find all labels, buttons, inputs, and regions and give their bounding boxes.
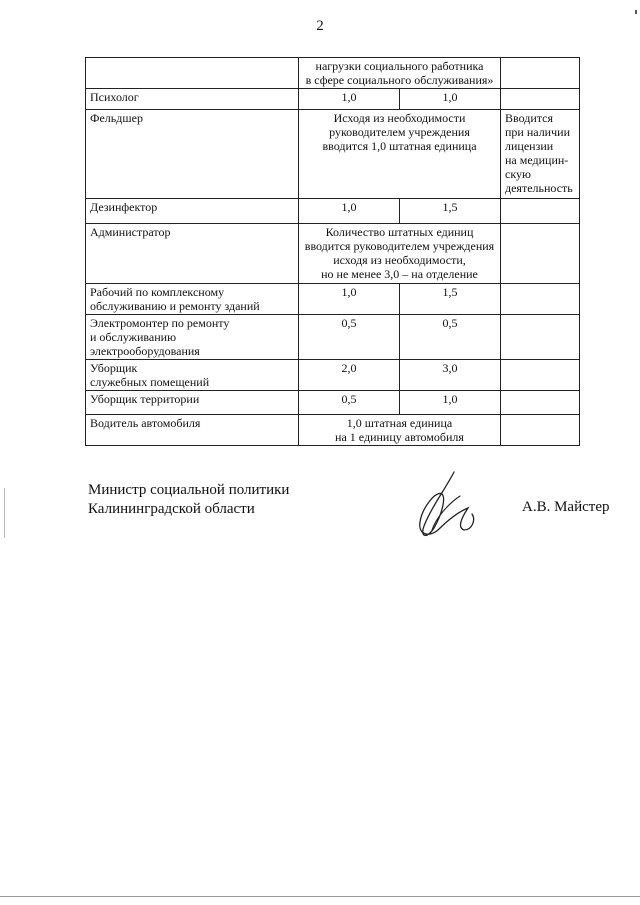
- table-row: [86, 58, 580, 89]
- signatory-position: [88, 481, 289, 519]
- norm-cell: 1,0 штатная единица на 1 единицу автомобиля: [299, 415, 501, 446]
- norm-cell: 1,0: [299, 284, 400, 315]
- position-cell: Рабочий по комплексному обслуживанию и ремонту зданий: [86, 284, 299, 315]
- norm-cell: 1,0: [400, 391, 501, 415]
- norm-cell: Количество штатных единиц вводится руководителем учреждения исходя из необходимости, но не менее 3,0 – на отделение: [299, 224, 501, 284]
- norm-cell: 0,5: [299, 315, 400, 360]
- table-row: [86, 415, 580, 446]
- page-number: 2: [316, 18, 324, 34]
- table-row: [86, 199, 580, 224]
- note-cell: [501, 199, 580, 224]
- handwritten-signature: [402, 468, 492, 546]
- table-row: [86, 391, 580, 415]
- position-cell: Уборщик территории: [86, 391, 299, 415]
- position-cell: Водитель автомобиля: [86, 415, 299, 446]
- table-row: [86, 110, 580, 199]
- table-row: [86, 224, 580, 284]
- table-row: [86, 360, 580, 391]
- norm-cell: 0,5: [400, 315, 501, 360]
- note-cell: [501, 284, 580, 315]
- signatory-position-line: Калининградской области: [88, 501, 255, 517]
- signatory-position-line: Министр социальной политики: [88, 482, 290, 498]
- position-cell: Психолог: [86, 89, 299, 110]
- staffing-table: [85, 57, 580, 446]
- table-row: [86, 315, 580, 360]
- norm-cell: 1,5: [400, 284, 501, 315]
- norm-cell: 1,0: [400, 89, 501, 110]
- norm-cell: 1,5: [400, 199, 501, 224]
- scan-margin-mark: [4, 488, 5, 538]
- note-cell: [501, 360, 580, 391]
- position-cell: Дезинфектор: [86, 199, 299, 224]
- signatory-name: А.В. Майстер: [522, 499, 610, 515]
- note-cell: [501, 391, 580, 415]
- position-cell: Электромонтер по ремонту и обслуживанию электрооборудования: [86, 315, 299, 360]
- norm-cell: Исходя из необходимости руководителем учреждения вводится 1,0 штатная единица: [299, 110, 501, 199]
- note-cell: [501, 224, 580, 284]
- note-cell: [501, 315, 580, 360]
- position-cell: Администратор: [86, 224, 299, 284]
- position-cell: Уборщик служебных помещений: [86, 360, 299, 391]
- norm-cell: нагрузки социального работника в сфере социального обслуживания»: [299, 58, 501, 89]
- norm-cell: 1,0: [299, 199, 400, 224]
- note-cell: [501, 89, 580, 110]
- norm-cell: 0,5: [299, 391, 400, 415]
- norm-cell: 2,0: [299, 360, 400, 391]
- position-cell: [86, 58, 299, 89]
- note-cell: [501, 58, 580, 89]
- scan-edge-mark: [635, 10, 637, 14]
- table-row: [86, 89, 580, 110]
- position-cell: Фельдшер: [86, 110, 299, 199]
- note-cell: [501, 415, 580, 446]
- norm-cell: 3,0: [400, 360, 501, 391]
- scan-bottom-edge: [0, 896, 640, 897]
- note-cell: Вводится при наличии лицензии на медицин- скую деятельность: [501, 110, 580, 199]
- table-row: [86, 284, 580, 315]
- norm-cell: 1,0: [299, 89, 400, 110]
